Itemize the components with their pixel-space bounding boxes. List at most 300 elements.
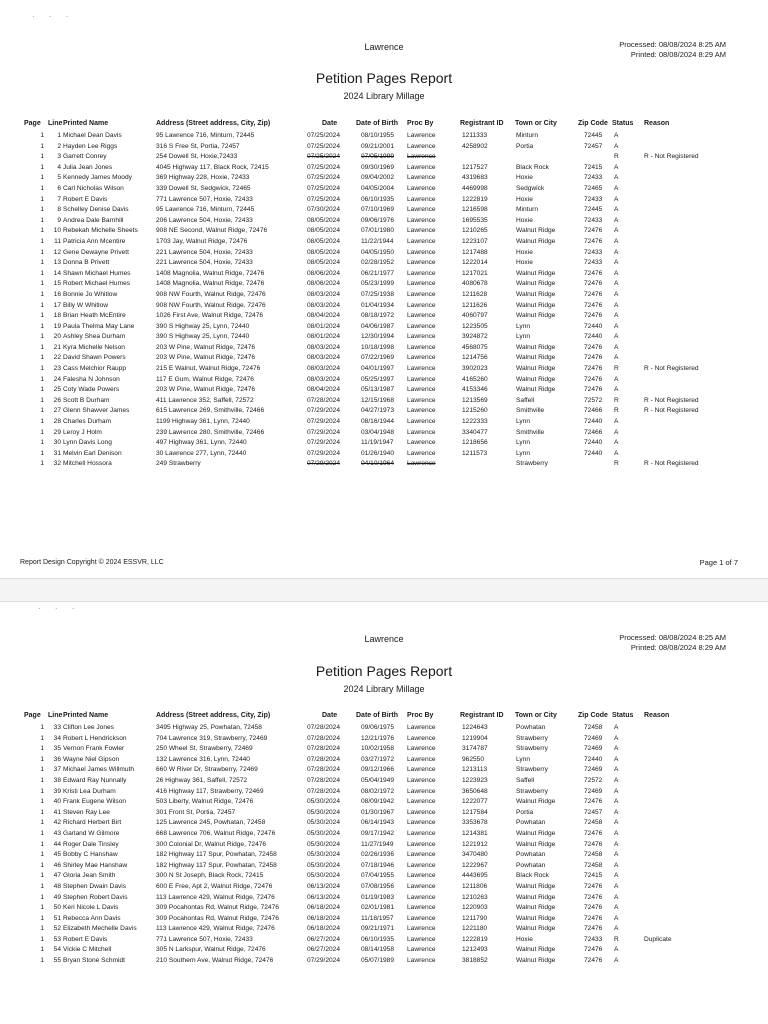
line-cell: 18 — [53, 312, 61, 320]
town-cell: Walnut Ridge — [516, 269, 556, 277]
town-cell: Powhatan — [516, 861, 546, 869]
zip-cell: 72476 — [584, 365, 603, 373]
status-cell: A — [614, 280, 619, 288]
proc-by-cell: Lawrence — [407, 428, 436, 436]
dob-cell: 01/04/1934 — [361, 301, 395, 309]
processed-time: Processed: 08/08/2024 8:25 AM — [619, 40, 726, 49]
proc-by-cell: Lawrence — [407, 872, 436, 880]
page-cell: 1 — [40, 280, 44, 288]
name-cell: Cass Melchior Raupp — [63, 365, 127, 373]
page-cell: 1 — [40, 776, 44, 784]
status-cell: A — [614, 248, 619, 256]
line-cell: 14 — [53, 269, 61, 277]
status-cell: A — [614, 290, 619, 298]
status-cell: R — [614, 396, 619, 404]
address-cell: 1026 First Ave, Walnut Ridge, 72476 — [156, 312, 264, 320]
zip-cell: 72476 — [584, 798, 603, 806]
page-cell: 1 — [40, 766, 44, 774]
line-cell: 22 — [53, 354, 61, 362]
page-separator — [0, 578, 768, 602]
table-row — [0, 744, 768, 755]
date-cell: 06/18/2024 — [307, 925, 341, 933]
address-cell: 390 S Highway 25, Lynn, 72440 — [156, 322, 250, 330]
town-cell: Strawberry — [516, 734, 548, 742]
page-cell: 1 — [40, 396, 44, 404]
status-cell: A — [614, 808, 619, 816]
line-cell: 26 — [53, 396, 61, 404]
zip-cell: 72433 — [584, 935, 603, 943]
table-row — [0, 755, 768, 766]
zip-cell: 72433 — [584, 195, 603, 203]
dob-cell: 08/10/1955 — [361, 132, 395, 139]
proc-by-cell: Lawrence — [407, 322, 436, 330]
address-cell: 497 Highway 361, Lynn, 72440 — [156, 439, 247, 447]
status-cell: A — [614, 776, 619, 784]
name-cell: Edward Ray Nunnally — [63, 776, 127, 784]
table-row — [0, 279, 768, 290]
address-cell: 411 Lawrence 352, Saffell, 72572 — [156, 396, 254, 404]
status-cell: A — [614, 724, 619, 731]
zip-cell: 72440 — [584, 418, 603, 426]
dob-cell: 07/22/1969 — [361, 354, 395, 362]
table-row — [0, 152, 768, 163]
zip-cell: 72458 — [584, 851, 603, 859]
dob-cell: 08/02/1972 — [361, 787, 395, 795]
name-cell: Bryan Stone Schmidt — [63, 957, 125, 965]
zip-cell: 72466 — [584, 428, 603, 436]
date-cell: 06/13/2024 — [307, 882, 341, 890]
col-status: Status — [612, 712, 634, 719]
dob-cell: 01/19/1983 — [361, 893, 395, 901]
name-cell: Billy W Whitlow — [63, 301, 109, 309]
status-cell: A — [614, 343, 619, 351]
town-cell: Minturn — [516, 132, 538, 139]
registrant-id-cell: 1222819 — [462, 935, 488, 943]
line-cell: 46 — [53, 861, 61, 869]
page-cell: 1 — [40, 312, 44, 320]
table-row — [0, 301, 768, 312]
name-cell: Mitchell Hossora — [63, 460, 112, 468]
date-cell: 08/04/2024 — [307, 386, 341, 394]
date-cell: 08/06/2024 — [307, 269, 341, 277]
address-cell: 908 NW Fourth, Walnut Ridge, 72476 — [156, 290, 266, 298]
table-row — [0, 459, 768, 470]
zip-cell: 72457 — [584, 808, 603, 816]
proc-by-cell: Lawrence — [407, 227, 436, 235]
date-cell: 07/29/2024 — [307, 460, 341, 468]
line-cell: 28 — [53, 418, 61, 426]
table-row — [0, 829, 768, 840]
date-cell: 08/03/2024 — [307, 290, 341, 298]
town-cell: Walnut Ridge — [516, 375, 556, 383]
status-cell: A — [614, 840, 619, 848]
address-cell: 316 S Free St, Portia, 72457 — [156, 142, 240, 150]
dob-cell: 06/10/1935 — [361, 195, 395, 203]
date-cell: 07/28/2024 — [307, 766, 341, 774]
dob-cell: 03/27/1972 — [361, 755, 395, 763]
table-row — [0, 226, 768, 237]
address-cell: 249 Strawberry — [156, 460, 201, 468]
table-header — [0, 711, 768, 721]
zip-cell: 72476 — [584, 904, 603, 912]
registrant-id-cell: 1221180 — [462, 925, 488, 933]
table-row — [0, 924, 768, 935]
zip-cell: 72476 — [584, 290, 603, 298]
registrant-id-cell: 4165260 — [462, 375, 488, 383]
proc-by-cell: Lawrence — [407, 375, 436, 383]
date-cell: 06/27/2024 — [307, 946, 341, 954]
status-cell: A — [614, 755, 619, 763]
date-cell: 07/28/2024 — [307, 776, 341, 784]
report-subtitle: 2024 Library Millage — [343, 684, 425, 694]
name-cell: Patricia Ann Mcentire — [63, 237, 126, 245]
status-cell: A — [614, 851, 619, 859]
proc-by-cell: Lawrence — [407, 184, 436, 192]
page-cell: 1 — [40, 132, 44, 139]
dob-cell: 12/21/1976 — [361, 734, 395, 742]
page-cell: 1 — [40, 269, 44, 277]
dob-cell: 02/01/1981 — [361, 904, 395, 912]
dob-cell: 05/25/1997 — [361, 375, 395, 383]
zip-cell: 72458 — [584, 724, 603, 731]
address-cell: 305 N Larkspur, Walnut Ridge, 72476 — [156, 946, 266, 954]
zip-cell: 72440 — [584, 322, 603, 330]
town-cell: Walnut Ridge — [516, 798, 556, 806]
col-town: Town or City — [515, 712, 557, 719]
town-cell: Minturn — [516, 206, 538, 214]
date-cell: 06/13/2024 — [307, 893, 341, 901]
name-cell: Hayden Lee Riggs — [63, 142, 118, 150]
proc-by-cell: Lawrence — [407, 808, 436, 816]
page-cell: 1 — [40, 808, 44, 816]
date-cell: 07/28/2024 — [307, 787, 341, 795]
zip-cell: 72476 — [584, 280, 603, 288]
address-cell: 300 N St Joseph, Black Rock, 72415 — [156, 872, 264, 880]
line-cell: 48 — [53, 882, 61, 890]
status-cell: A — [614, 734, 619, 742]
town-cell: Walnut Ridge — [516, 290, 556, 298]
registrant-id-cell: 1219904 — [462, 734, 488, 742]
date-cell: 07/28/2024 — [307, 724, 341, 731]
registrant-id-cell: 1210263 — [462, 893, 488, 901]
col-address: Address (Street address, City, Zip) — [156, 120, 271, 127]
town-cell: Strawberry — [516, 460, 548, 468]
table-row — [0, 269, 768, 280]
address-cell: 309 Pocahontas Rd, Walnut Ridge, 72476 — [156, 914, 279, 922]
dob-cell: 07/10/1969 — [361, 206, 395, 214]
status-cell: A — [614, 174, 619, 182]
zip-cell: 72440 — [584, 449, 603, 457]
page-cell: 1 — [40, 882, 44, 890]
address-cell: 132 Lawrence 316, Lynn, 72440 — [156, 755, 250, 763]
registrant-id-cell: 1215260 — [462, 407, 488, 415]
date-cell: 08/03/2024 — [307, 354, 341, 362]
address-cell: 416 Highway 117, Strawberry, 72469 — [156, 787, 264, 795]
town-cell: Hoxie — [516, 174, 533, 182]
address-cell: 1199 Highway 361, Lynn, 72440 — [156, 418, 250, 426]
status-cell: A — [614, 787, 619, 795]
address-cell: 600 E Free, Apt 2, Walnut Ridge, 72476 — [156, 882, 273, 890]
zip-cell: 72458 — [584, 861, 603, 869]
line-cell: 35 — [53, 745, 61, 753]
town-cell: Walnut Ridge — [516, 904, 556, 912]
col-name: Printed Name — [63, 120, 109, 127]
proc-by-cell: Lawrence — [407, 206, 436, 214]
dob-cell: 04/05/1950 — [361, 248, 395, 256]
town-cell: Hoxie — [516, 195, 533, 203]
zip-cell: 72466 — [584, 407, 603, 415]
registrant-id-cell: 3902023 — [462, 365, 488, 373]
dob-cell: 10/02/1958 — [361, 745, 395, 753]
name-cell: Richard Herbert Birt — [63, 819, 122, 827]
page-cell: 1 — [40, 893, 44, 901]
line-cell: 19 — [53, 322, 61, 330]
zip-cell: 72476 — [584, 893, 603, 901]
proc-by-cell: Lawrence — [407, 407, 436, 415]
name-cell: Donna B Privett — [63, 259, 110, 267]
page-cell: 1 — [40, 290, 44, 298]
status-cell: A — [614, 957, 619, 965]
col-registrant-id: Registrant ID — [460, 712, 504, 719]
date-cell: 07/28/2024 — [307, 745, 341, 753]
registrant-id-cell: 1223923 — [462, 776, 488, 784]
processed-printed-stamp — [619, 40, 726, 60]
address-cell: 615 Lawrence 269, Smithville, 72466 — [156, 407, 265, 415]
proc-by-cell: Lawrence — [407, 216, 436, 224]
proc-by-cell: Lawrence — [407, 460, 436, 468]
table-row — [0, 131, 768, 142]
name-cell: Schelley Denise Davis — [63, 206, 129, 214]
name-cell: Shawn Michael Humes — [63, 269, 131, 277]
page-cell: 1 — [40, 840, 44, 848]
address-cell: 95 Lawrence 716, Minturn, 72445 — [156, 132, 255, 139]
name-cell: Kristi Lea Durham — [63, 787, 116, 795]
table-row — [0, 787, 768, 798]
name-cell: Lynn Davis Long — [63, 439, 112, 447]
address-cell: 771 Lawrence 507, Hoxie, 72433 — [156, 935, 253, 943]
page-cell: 1 — [40, 428, 44, 436]
address-cell: 771 Lawrence 507, Hoxie, 72433 — [156, 195, 253, 203]
line-cell: 49 — [53, 893, 61, 901]
table-row — [0, 840, 768, 851]
date-cell: 05/30/2024 — [307, 851, 341, 859]
table-row — [0, 861, 768, 872]
page-cell: 1 — [40, 734, 44, 742]
dob-cell: 06/21/1977 — [361, 269, 395, 277]
line-cell: 9 — [57, 216, 61, 224]
town-cell: Lynn — [516, 418, 531, 426]
date-cell: 05/30/2024 — [307, 829, 341, 837]
dob-cell: 09/30/1969 — [361, 163, 395, 171]
zip-cell: 72572 — [584, 396, 603, 404]
registrant-id-cell: 1214381 — [462, 829, 488, 837]
line-cell: 15 — [53, 280, 61, 288]
zip-cell: 72476 — [584, 957, 603, 965]
name-cell: Andrea Dale Barnhill — [63, 216, 124, 224]
date-cell: 06/27/2024 — [307, 935, 341, 943]
proc-by-cell: Lawrence — [407, 776, 436, 784]
date-cell: 07/30/2024 — [307, 206, 341, 214]
col-dob: Date of Birth — [356, 712, 398, 719]
reason-cell: R - Not Registered — [644, 460, 699, 468]
line-cell: 51 — [53, 914, 61, 922]
address-cell: 4045 Highway 117, Black Rock, 72415 — [156, 163, 269, 171]
zip-cell: 72465 — [584, 184, 603, 192]
line-cell: 16 — [53, 290, 61, 298]
date-cell: 08/05/2024 — [307, 216, 341, 224]
line-cell: 3 — [57, 153, 61, 161]
line-cell: 53 — [53, 935, 61, 943]
table-row — [0, 438, 768, 449]
address-cell: 117 E Gum, Walnut Ridge, 72476 — [156, 375, 254, 383]
address-cell: 254 Dowell St, Hoxie,72433 — [156, 153, 238, 161]
address-cell: 30 Lawrence 277, Lynn, 72440 — [156, 449, 247, 457]
status-cell: A — [614, 354, 619, 362]
table-row — [0, 375, 768, 386]
registrant-id-cell: 1211628 — [462, 290, 488, 298]
table-row — [0, 237, 768, 248]
zip-cell: 72433 — [584, 216, 603, 224]
name-cell: Keri Nicole L Davis — [63, 904, 119, 912]
town-cell: Strawberry — [516, 787, 548, 795]
name-cell: Garland W Gilmore — [63, 829, 120, 837]
zip-cell: 72457 — [584, 142, 603, 150]
date-cell: 08/04/2024 — [307, 312, 341, 320]
date-cell: 07/29/2024 — [307, 957, 341, 965]
name-cell: Ashley Shea Durham — [63, 333, 126, 341]
address-cell: 239 Lawrence 280, Smithville, 72466 — [156, 428, 265, 436]
proc-by-cell: Lawrence — [407, 935, 436, 943]
proc-by-cell: Lawrence — [407, 301, 436, 309]
table-row — [0, 195, 768, 206]
table-row — [0, 290, 768, 301]
page-cell: 1 — [40, 914, 44, 922]
proc-by-cell: Lawrence — [407, 195, 436, 203]
page-cell: 1 — [40, 819, 44, 827]
address-cell: 309 Pocahontas Rd, Walnut Ridge, 72476 — [156, 904, 279, 912]
registrant-id-cell: 1695535 — [462, 216, 488, 224]
town-cell: Lynn — [516, 439, 531, 447]
proc-by-cell: Lawrence — [407, 946, 436, 954]
status-cell: A — [614, 301, 619, 309]
address-cell: 704 Lawrence 319, Strawberry, 72469 — [156, 734, 268, 742]
date-cell: 08/03/2024 — [307, 365, 341, 373]
table-row — [0, 914, 768, 925]
line-cell: 11 — [54, 237, 61, 245]
page-cell: 1 — [40, 301, 44, 309]
line-cell: 24 — [53, 375, 61, 383]
status-cell: R — [614, 935, 619, 943]
date-cell: 07/28/2024 — [307, 734, 341, 742]
proc-by-cell: Lawrence — [407, 829, 436, 837]
status-cell: R — [614, 365, 619, 373]
page-cell: 1 — [40, 153, 44, 161]
proc-by-cell: Lawrence — [407, 280, 436, 288]
town-cell: Smithville — [516, 428, 545, 436]
table-row — [0, 893, 768, 904]
table-row — [0, 343, 768, 354]
page-cell: 1 — [40, 449, 44, 457]
registrant-id-cell: 1213569 — [462, 396, 488, 404]
town-cell: Lynn — [516, 449, 531, 457]
table-row — [0, 332, 768, 343]
date-cell: 07/25/2024 — [307, 195, 341, 203]
status-cell: A — [614, 132, 619, 139]
town-cell: Lynn — [516, 755, 531, 763]
name-cell: Vickie C Mitchell — [63, 946, 112, 954]
registrant-id-cell: 4443695 — [462, 872, 488, 880]
town-cell: Powhatan — [516, 819, 546, 827]
address-cell: 668 Lawrence 706, Walnut Ridge, 72476 — [156, 829, 276, 837]
name-cell: Wayne Niel Gipson — [63, 755, 120, 763]
address-cell: 182 Highway 117 Spur, Powhatan, 72458 — [156, 861, 277, 869]
name-cell: Kennedy James Moody — [63, 174, 132, 182]
status-cell: A — [614, 439, 619, 447]
town-cell: Strawberry — [516, 766, 548, 774]
dob-cell: 05/04/1949 — [361, 776, 395, 784]
town-cell: Walnut Ridge — [516, 365, 556, 373]
registrant-id-cell: 1217584 — [462, 808, 488, 816]
page-cell: 1 — [40, 872, 44, 880]
page-cell: 1 — [40, 829, 44, 837]
town-cell: Walnut Ridge — [516, 914, 556, 922]
town-cell: Hoxie — [516, 259, 533, 267]
col-proc-by: Proc By — [407, 712, 434, 719]
page-cell: 1 — [40, 957, 44, 965]
town-cell: Saffell — [516, 776, 535, 784]
zip-cell: 72433 — [584, 248, 603, 256]
dob-cell: 12/15/1968 — [361, 396, 395, 404]
status-cell: A — [614, 163, 619, 171]
page-cell: 1 — [40, 174, 44, 182]
status-cell: A — [614, 819, 619, 827]
page-cell: 1 — [40, 946, 44, 954]
proc-by-cell: Lawrence — [407, 755, 436, 763]
reason-cell: R - Not Registered — [644, 407, 699, 415]
address-cell: 95 Lawrence 716, Minturn, 72445 — [156, 206, 255, 214]
dob-cell: 01/30/1967 — [361, 808, 395, 816]
town-cell: Walnut Ridge — [516, 957, 556, 965]
status-cell: A — [614, 333, 619, 341]
page-cell: 1 — [40, 375, 44, 383]
table-row — [0, 184, 768, 195]
date-cell: 07/29/2024 — [307, 428, 341, 436]
table-row — [0, 258, 768, 269]
dob-cell: 04/05/2004 — [361, 184, 395, 192]
town-cell: Walnut Ridge — [516, 354, 556, 362]
proc-by-cell: Lawrence — [407, 798, 436, 806]
address-cell: 113 Lawrence 429, Walnut Ridge, 72476 — [156, 893, 275, 901]
status-cell: A — [614, 861, 619, 869]
registrant-id-cell: 4080678 — [462, 280, 488, 288]
proc-by-cell: Lawrence — [407, 174, 436, 182]
town-cell: Powhatan — [516, 724, 546, 731]
page-cell: 1 — [40, 322, 44, 330]
proc-by-cell: Lawrence — [407, 153, 436, 161]
address-cell: 250 Wheel St, Strawberry, 72469 — [156, 745, 253, 753]
town-cell: Walnut Ridge — [516, 237, 556, 245]
proc-by-cell: Lawrence — [407, 745, 436, 753]
page-cell: 1 — [40, 259, 44, 267]
name-cell: Charles Durham — [63, 418, 112, 426]
registrant-id-cell: 3340477 — [462, 428, 488, 436]
address-cell: 221 Lawrence 504, Hoxie, 72433 — [156, 259, 253, 267]
dob-cell: 07/18/1946 — [361, 861, 395, 869]
address-cell: 125 Lawrence 245, Powhatan, 72458 — [156, 819, 266, 827]
page-cell: 1 — [40, 142, 44, 150]
county-heading: Lawrence — [364, 634, 404, 644]
registrant-id-cell: 1211573 — [462, 449, 488, 457]
